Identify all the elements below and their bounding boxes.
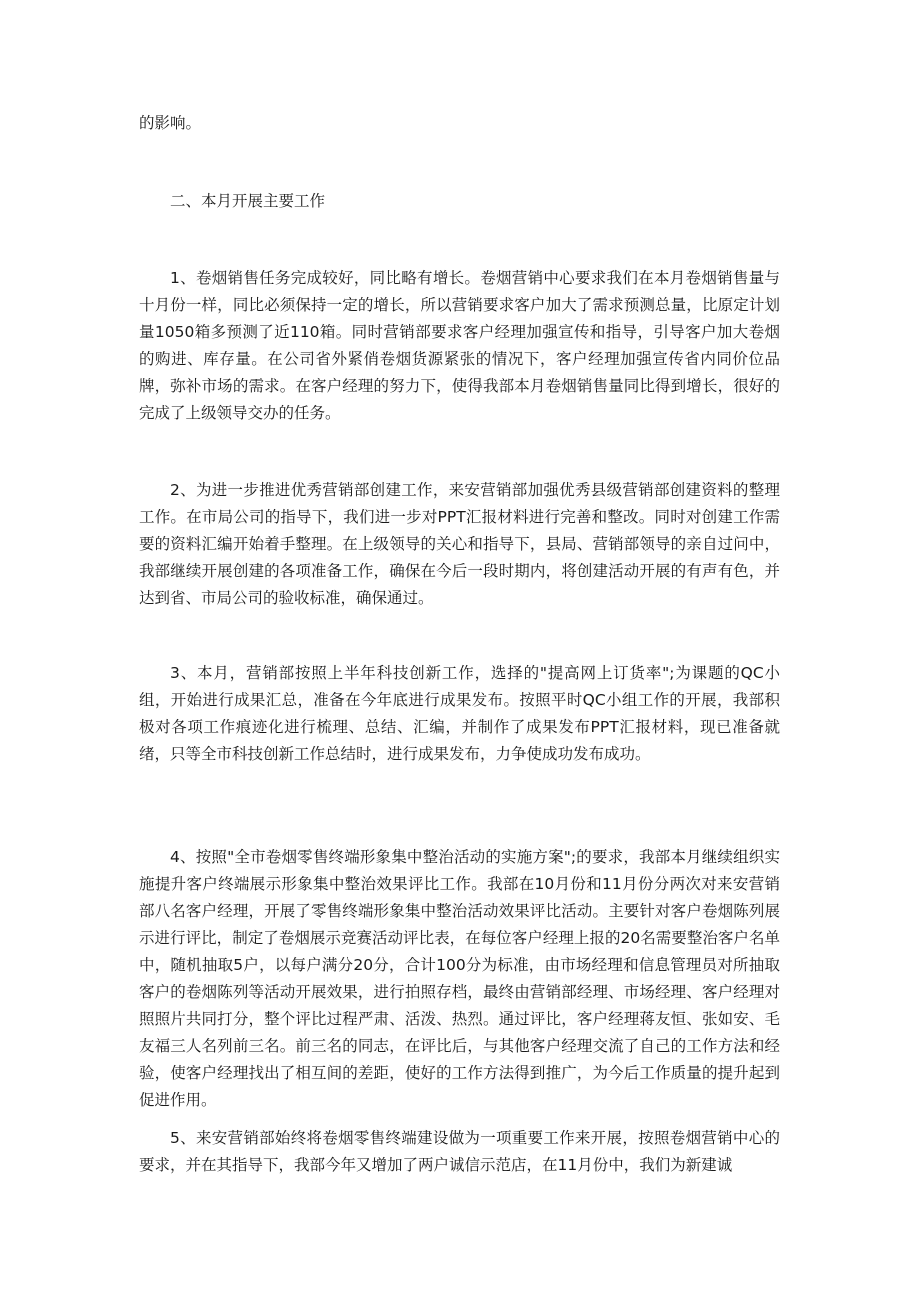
section-heading: 二、本月开展主要工作 [170,192,326,210]
paragraph-5: 5、来安营销部始终将卷烟零售终端建设做为一项重要工作来开展，按照卷烟营销中心的要求，并在其指导下，我部今年又增加了两户诚信示范店，在11月份中，我们为新建诚 [139,1129,780,1174]
paragraph-4: 4、按照"全市卷烟零售终端形象集中整治活动的实施方案";的要求，我部本月继续组织实施提升客户终端展示形象集中整治效果评比工作。我部在10月份和11月份分两次对来安营销部八名客户经理，开展了零售终端形象集中整治活动效果评比活动。主要针对客户卷烟陈列展示进行评比，制定了卷烟展示竞赛活动评比表，在每位客户经理上报的20名需要整治客户名单中，随机抽取5户，以每户满分20分，合计100分为标准，由市场经理和信息管理员对所抽取客户的卷烟陈列等活动开展效果，进行拍照存档，最终由营销部经理、市场经理、客户经理对照照片共同打分，整个评比过程严肃、活泼、热烈。通过评比，客户经理蒋友恒、张如安、毛友福三人名列前三名。前三名的同志，在评比后，与其他客户经理交流了自己的工作方法和经验，使客户经理找出了相互间的差距，使好的工作方法得到推广，为今后工作质量的提升起到促进作用。 [139,848,780,1109]
paragraph-fragment: 的影响。 [139,114,202,132]
paragraph-1: 1、卷烟销售任务完成较好，同比略有增长。卷烟营销中心要求我们在本月卷烟销售量与十月份一样，同比必须保持一定的增长，所以营销要求客户加大了需求预测总量，比原定计划量1050箱多预测了近110箱。同时营销部要求客户经理加强宣传和指导，引导客户加大卷烟的购进、库存量。在公司省外紧俏卷烟货源紧张的情况下，客户经理加强宣传省内同价位品牌，弥补市场的需求。在客户经理的努力下，使得我部本月卷烟销售量同比得到增长，很好的完成了上级领导交办的任务。 [139,269,780,422]
paragraph-3: 3、本月，营销部按照上半年科技创新工作，选择的"提高网上订货率";为课题的QC小组，开始进行成果汇总，准备在今年底进行成果发布。按照平时QC小组工作的开展，我部积极对各项工作痕迹化进行梳理、总结、汇编，并制作了成果发布PPT汇报材料，现已准备就绪，只等全市科技创新工作总结时，进行成果发布，力争使成功发布成功。 [139,664,780,763]
paragraph-2: 2、为进一步推进优秀营销部创建工作，来安营销部加强优秀县级营销部创建资料的整理工作。在市局公司的指导下，我们进一步对PPT汇报材料进行完善和整改。同时对创建工作需要的资料汇编开始着手整理。在上级领导的关心和指导下，县局、营销部领导的亲自过问中，我部继续开展创建的各项准备工作，确保在今后一段时期内，将创建活动开展的有声有色，并达到省、市局公司的验收标准，确保通过。 [139,481,780,607]
